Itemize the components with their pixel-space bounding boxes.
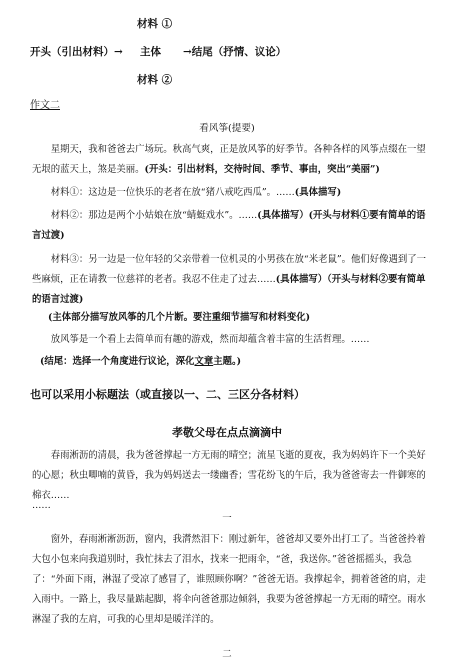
essay1-p4-text: 材料③：另一边是一位年轻的父亲带着一位机灵的小男孩在放“米老鼠”。他们好像遇到了一些麻烦，正在请教一位慈祥的老者。我忍不住走了过去…… [32,254,427,285]
essay1-p7-prefix: (结尾：选择一个角度进行议论，深化 [40,356,195,367]
essay1-paragraph-1 [32,140,430,180]
subheading: 也可以采用小标题法（或直接以一、二、三区分各材料） [30,388,305,401]
diagram-body: 主体 [140,46,161,58]
essay1-paragraph-7 [40,352,430,372]
essay1-p1-text: 星期天，我和爸爸去广场玩。秋高气爽，正是放风筝的好季节。各种各样的风筝点缀在一望无垠的蓝天上，煞是美丽。 [32,144,426,175]
essay1-paragraph-4 [32,250,430,310]
essay1-paragraph-5: (主体部分描写放风筝的几个片断。要注重细节描写和材料变化) [48,312,310,323]
diagram-material-2: 材料 ② [137,74,173,86]
essay1-paragraph-2 [32,183,430,203]
essay1-paragraph-3 [32,206,430,246]
essay1-p7-suffix: 主题。) [213,356,242,367]
essay1-p3-note: (具体描写）(开头与材料①要有简单的语言过渡) [32,210,426,241]
essay2-title: 孝敬父母在点点滴滴中 [172,426,282,439]
essay2-ellipsis: …… [32,500,51,511]
essay2-section-2-marker: 二 [222,649,232,660]
essay2-section-1-marker: 一 [222,513,232,524]
diagram-opening: 开头（引出材料）→ [30,46,123,58]
essay1-p3-text: 材料②：那边是两个小姑娘在放“蜻蜓戏水”。…… [50,210,258,221]
essay1-p1-note: (开头：引出材料，交待时间、季节、事由，突出“美丽”) [144,164,380,175]
essay1-p2-text: 材料①：这边是一位快乐的老者在放“猪八戒吃西瓜”。…… [50,187,295,198]
diagram-ending: →结尾（抒情、议论） [183,46,287,58]
essay1-p4-note: (具体描写）（开头与材料②要有简单的语言过渡) [32,274,426,305]
essay1-p2-note: (具体描写) [294,187,342,198]
section-label: 作文二 [30,100,60,111]
essay1-paragraph-6: 放风筝是一个看上去简单而有趣的游戏，然而却蕴含着丰富的生活哲理。…… [50,334,370,345]
diagram-material-1: 材料 ① [137,18,173,30]
essay1-title: 看风筝(提要) [199,123,255,134]
essay1-p7-underlined: 文章 [194,356,214,367]
essay2-intro: 春雨淅沥的清晨，我为爸爸撑起一方无雨的晴空；流星飞逝的夏夜，我为妈妈许下一个美好的心愿；秋虫唧喃的黄昏，我为妈妈送去一缕幽香；雪花纷飞的午后，我为爸爸寄去一件御寒的棉衣…… [32,450,426,501]
essay2-section-1-text: 窗外，春雨淅淅沥沥，窗内，我潸然泪下：刚过新年，爸爸却又要外出打工了。当爸爸拎着大包小包来向我道别时，我忙抹去了泪水，找来一把雨伞，“爸，我送你。”爸爸摇摇头，我急了：“外面下雨，淋湿了受凉了感冒了，谁照顾你啊？”爸爸无语。我撑起伞，拥着爸爸的肩，走入雨中。一路上，我尽量踮起脚，将伞向爸爸那边倾斜，我要为爸爸撑起一方无雨的晴空。雨水淋湿了我的左肩，可我的心里却是暖洋洋的。 [32,534,426,625]
